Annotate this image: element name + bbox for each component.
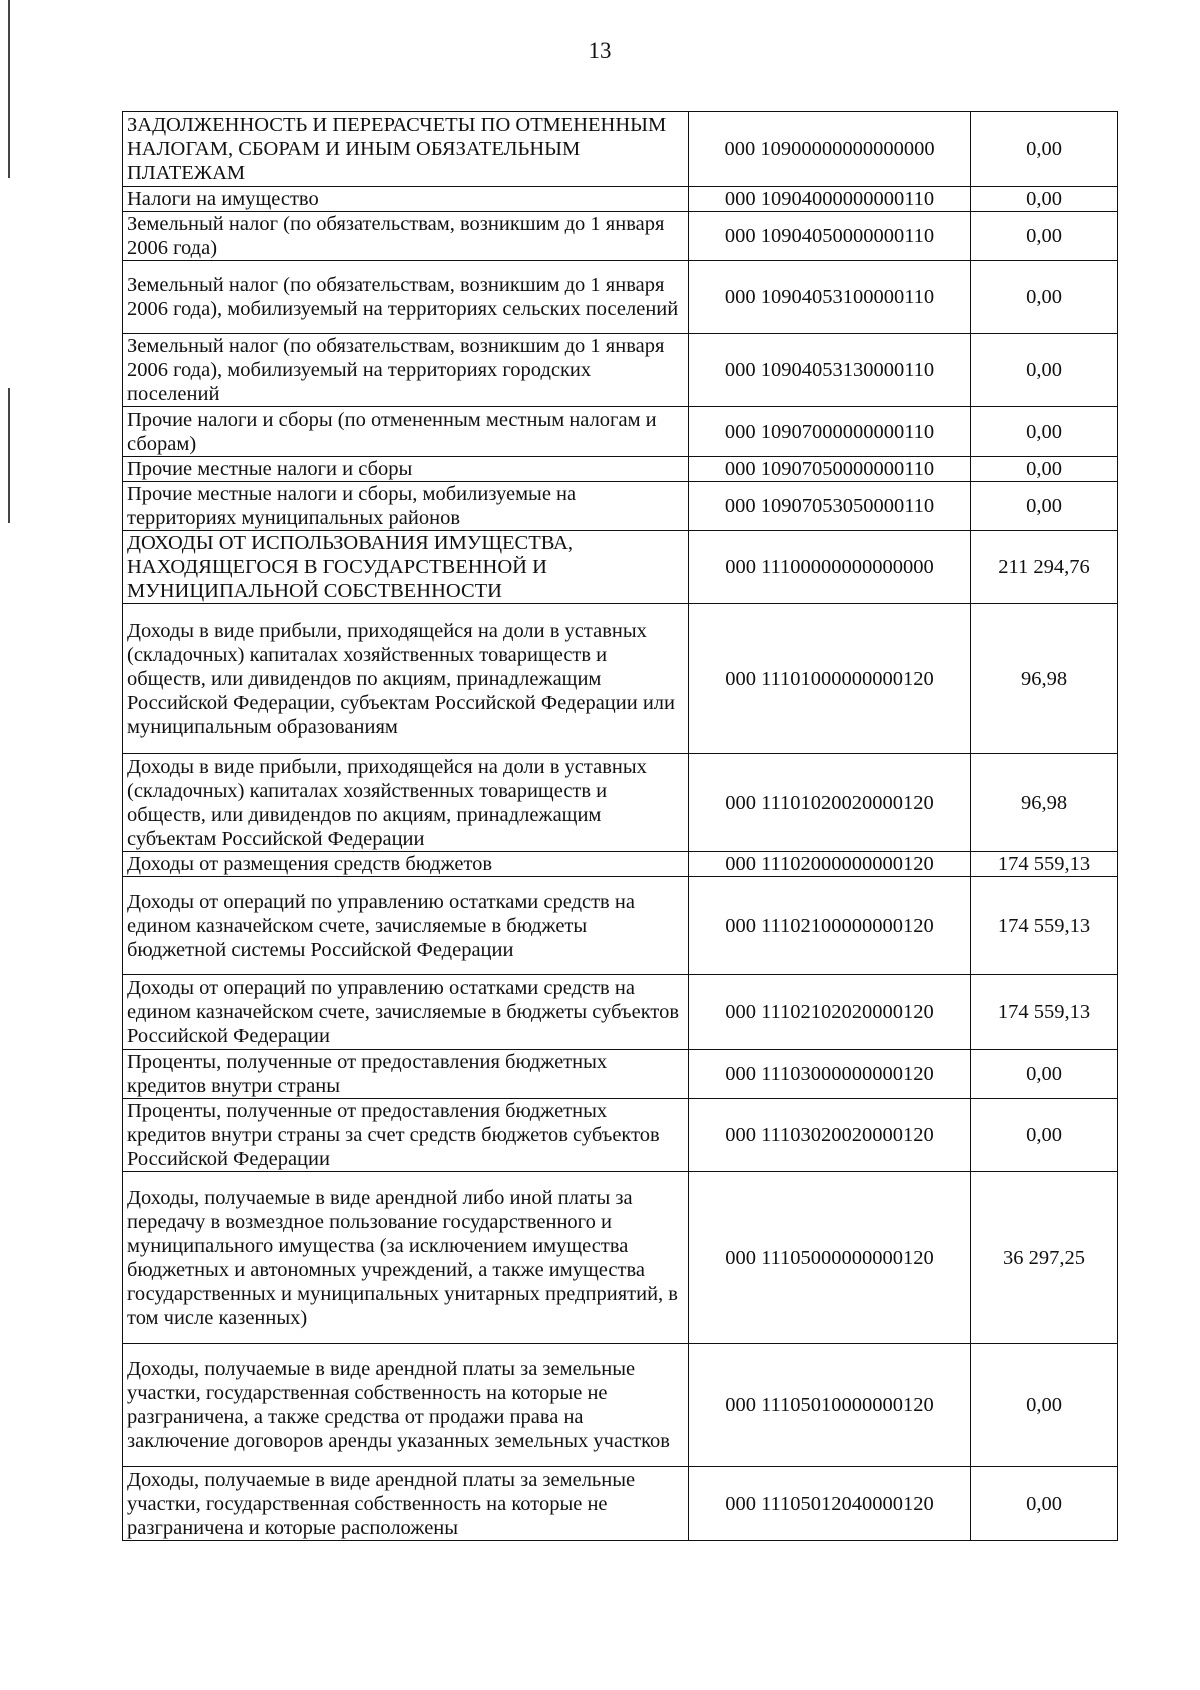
revenue-name-cell: Проценты, полученные от предоставления бюджетных кредитов внутри страны <box>123 1050 689 1099</box>
budget-code-cell: 000 11102000000000120 <box>689 852 971 877</box>
amount-cell: 0,00 <box>971 212 1118 261</box>
scan-edge-mark <box>8 0 10 178</box>
table-row <box>123 457 1118 482</box>
revenue-name-cell: Доходы в виде прибыли, приходящейся на доли в уставных (складочных) капиталах хозяйственных товариществ и обществ, или дивидендов по акциям, принадлежащим Российской Федерации, субъектам Российской Федерации или муниципальным образованиям <box>123 604 689 754</box>
revenue-name-cell: Доходы в виде прибыли, приходящейся на доли в уставных (складочных) капиталах хозяйственных товариществ и обществ, или дивидендов по акциям, принадлежащим субъектам Российской Федерации <box>123 754 689 852</box>
budget-code-cell: 000 11101000000000120 <box>689 604 971 754</box>
amount-cell: 174 559,13 <box>971 877 1118 975</box>
revenue-name-cell: Доходы, получаемые в виде арендной платы за земельные участки, государственная собственность на которые не разграничена, а также средства от продажи права на заключение договоров аренды указанных земельных участков <box>123 1344 689 1467</box>
revenue-name-cell: Земельный налог (по обязательствам, возникшим до 1 января 2006 года), мобилизуемый на территориях сельских поселений <box>123 261 689 334</box>
revenue-name-cell: Доходы от размещения средств бюджетов <box>123 852 689 877</box>
amount-cell: 0,00 <box>971 482 1118 531</box>
amount-cell: 96,98 <box>971 754 1118 852</box>
revenue-name-cell: Прочие налоги и сборы (по отмененным местным налогам и сборам) <box>123 407 689 457</box>
amount-cell: 211 294,76 <box>971 531 1118 604</box>
budget-code-cell: 000 11102100000000120 <box>689 877 971 975</box>
amount-cell: 0,00 <box>971 1050 1118 1099</box>
amount-cell: 0,00 <box>971 1344 1118 1467</box>
revenue-name-cell: ЗАДОЛЖЕННОСТЬ И ПЕРЕРАСЧЕТЫ ПО ОТМЕНЕННЫМ НАЛОГАМ, СБОРАМ И ИНЫМ ОБЯЗАТЕЛЬНЫМ ПЛАТЕЖАМ <box>123 112 689 187</box>
table-row <box>123 604 1118 754</box>
table-row <box>123 261 1118 334</box>
revenue-name-cell: Налоги на имущество <box>123 187 689 212</box>
revenue-name-cell: Доходы, получаемые в виде арендной платы за земельные участки, государственная собственность на которые не разграничена и которые расположены <box>123 1467 689 1541</box>
revenue-name-cell: Проценты, полученные от предоставления бюджетных кредитов внутри страны за счет средств бюджетов субъектов Российской Федерации <box>123 1099 689 1172</box>
budget-code-cell: 000 10907050000000110 <box>689 457 971 482</box>
amount-cell: 0,00 <box>971 407 1118 457</box>
table-row <box>123 975 1118 1050</box>
revenue-name-cell: Прочие местные налоги и сборы <box>123 457 689 482</box>
amount-cell: 0,00 <box>971 334 1118 407</box>
budget-code-cell: 000 11105000000000120 <box>689 1172 971 1344</box>
budget-code-cell: 000 11101020020000120 <box>689 754 971 852</box>
budget-code-cell: 000 10904000000000110 <box>689 187 971 212</box>
table-row <box>123 407 1118 457</box>
budget-code-cell: 000 11105010000000120 <box>689 1344 971 1467</box>
table-row <box>123 212 1118 261</box>
budget-code-cell: 000 10904053100000110 <box>689 261 971 334</box>
amount-cell: 0,00 <box>971 1099 1118 1172</box>
table-row <box>123 531 1118 604</box>
table-row <box>123 1467 1118 1541</box>
revenue-name-cell: Доходы от операций по управлению остатками средств на едином казначейском счете, зачисляемые в бюджеты субъектов Российской Федерации <box>123 975 689 1050</box>
table-row <box>123 112 1118 187</box>
table-row <box>123 754 1118 852</box>
amount-cell: 96,98 <box>971 604 1118 754</box>
amount-cell: 36 297,25 <box>971 1172 1118 1344</box>
revenue-name-cell: Доходы, получаемые в виде арендной либо иной платы за передачу в возмездное пользование государственного и муниципального имущества (за исключением имущества бюджетных и автономных учреждений, а также имущества государственных и муниципальных унитарных предприятий, в том числе казенных) <box>123 1172 689 1344</box>
budget-code-cell: 000 10900000000000000 <box>689 112 971 187</box>
table-row <box>123 482 1118 531</box>
table-row <box>123 877 1118 975</box>
revenue-name-cell: Доходы от операций по управлению остатками средств на едином казначейском счете, зачисляемые в бюджеты бюджетной системы Российской Федерации <box>123 877 689 975</box>
amount-cell: 0,00 <box>971 261 1118 334</box>
budget-code-cell: 000 11103000000000120 <box>689 1050 971 1099</box>
table-row <box>123 1344 1118 1467</box>
amount-cell: 0,00 <box>971 1467 1118 1541</box>
budget-code-cell: 000 11103020020000120 <box>689 1099 971 1172</box>
revenue-name-cell: Прочие местные налоги и сборы, мобилизуемые на территориях муниципальных районов <box>123 482 689 531</box>
budget-code-cell: 000 10907053050000110 <box>689 482 971 531</box>
scan-edge-mark <box>8 388 10 523</box>
table-row <box>123 334 1118 407</box>
revenue-name-cell: Земельный налог (по обязательствам, возникшим до 1 января 2006 года) <box>123 212 689 261</box>
table-row <box>123 1172 1118 1344</box>
amount-cell: 0,00 <box>971 112 1118 187</box>
amount-cell: 0,00 <box>971 457 1118 482</box>
amount-cell: 174 559,13 <box>971 852 1118 877</box>
budget-code-cell: 000 11100000000000000 <box>689 531 971 604</box>
table-row <box>123 187 1118 212</box>
budget-code-cell: 000 11102102020000120 <box>689 975 971 1050</box>
amount-cell: 0,00 <box>971 187 1118 212</box>
budget-code-cell: 000 10904053130000110 <box>689 334 971 407</box>
revenue-name-cell: Земельный налог (по обязательствам, возникшим до 1 января 2006 года), мобилизуемый на территориях городских поселений <box>123 334 689 407</box>
amount-cell: 174 559,13 <box>971 975 1118 1050</box>
table-row <box>123 1050 1118 1099</box>
budget-revenue-table <box>122 111 1118 1541</box>
budget-code-cell: 000 10904050000000110 <box>689 212 971 261</box>
budget-code-cell: 000 11105012040000120 <box>689 1467 971 1541</box>
table-row <box>123 852 1118 877</box>
budget-code-cell: 000 10907000000000110 <box>689 407 971 457</box>
page-number: 13 <box>588 38 612 63</box>
table-row <box>123 1099 1118 1172</box>
revenue-name-cell: ДОХОДЫ ОТ ИСПОЛЬЗОВАНИЯ ИМУЩЕСТВА, НАХОДЯЩЕГОСЯ В ГОСУДАРСТВЕННОЙ И МУНИЦИПАЛЬНОЙ СОБСТВЕННОСТИ <box>123 531 689 604</box>
